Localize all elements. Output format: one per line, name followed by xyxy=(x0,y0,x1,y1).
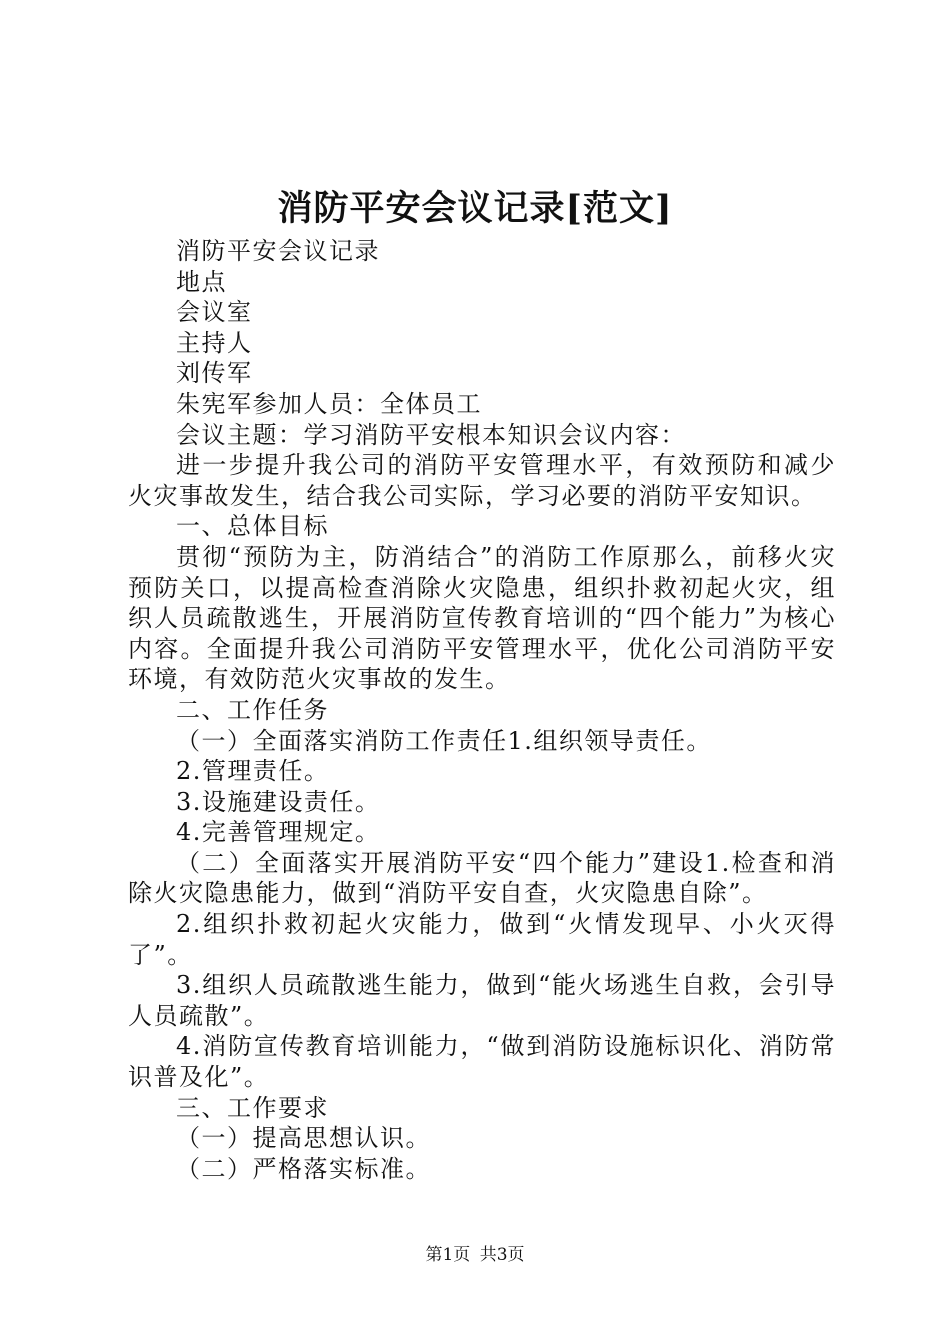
page-footer xyxy=(0,1244,950,1266)
paragraph: （一）全面落实消防工作责任1.组织领导责任。 xyxy=(176,726,712,755)
paragraph: 主持人 xyxy=(176,328,253,357)
paragraph: 2.管理责任。 xyxy=(176,757,330,786)
paragraph: 会议室 xyxy=(176,298,253,327)
paragraph: （一）提高思想认识。 xyxy=(176,1124,431,1153)
section-heading: 三、工作要求 xyxy=(176,1093,329,1122)
document-title: 消防平安会议记录[范文] xyxy=(277,188,673,229)
paragraph: 刘传军 xyxy=(176,359,253,388)
page-number-total: 共3页 xyxy=(479,1245,525,1265)
paragraph: 2.组织扑救初起火灾能力，做到“火情发现早、小火灭得了”。 xyxy=(128,910,836,969)
paragraph: （二）严格落实标准。 xyxy=(176,1154,431,1183)
paragraph: 4.消防宣传教育培训能力，“做到消防设施标识化、消防常识普及化”。 xyxy=(128,1032,836,1092)
paragraph: 地点 xyxy=(176,267,227,296)
document-body xyxy=(128,236,836,1184)
paragraph: 4.完善管理规定。 xyxy=(176,818,381,847)
section-heading: 一、总体目标 xyxy=(176,512,329,541)
paragraph: 朱宪军参加人员：全体员工 xyxy=(176,389,482,418)
paragraph: 会议主题：学习消防平安根本知识会议内容： xyxy=(176,420,686,449)
paragraph: （二）全面落实开展消防平安“四个能力”建设1.检查和消除火灾隐患能力，做到“消防平安自查，火灾隐患自除”。 xyxy=(128,848,836,908)
paragraph: 贯彻“预防为主，防消结合”的消防工作原那么，前移火灾预防关口，以提高检查消除火灾隐患，组织扑救初起火灾，组织人员疏散逃生，开展消防宣传教育培训的“四个能力”为核心内容。全面提升我公司消防平安管理水平，优化公司消防平安环境，有效防范火灾事故的发生。 xyxy=(128,542,836,694)
section-heading: 二、工作任务 xyxy=(176,695,329,724)
paragraph: 消防平安会议记录 xyxy=(176,237,380,265)
page-number-current: 第1页 xyxy=(425,1245,471,1265)
paragraph: 进一步提升我公司的消防平安管理水平，有效预防和减少火灾事故发生，结合我公司实际，学习必要的消防平安知识。 xyxy=(128,451,836,510)
paragraph: 3.组织人员疏散逃生能力，做到“能火场逃生自救，会引导人员疏散”。 xyxy=(128,971,836,1030)
paragraph: 3.设施建设责任。 xyxy=(176,787,381,816)
